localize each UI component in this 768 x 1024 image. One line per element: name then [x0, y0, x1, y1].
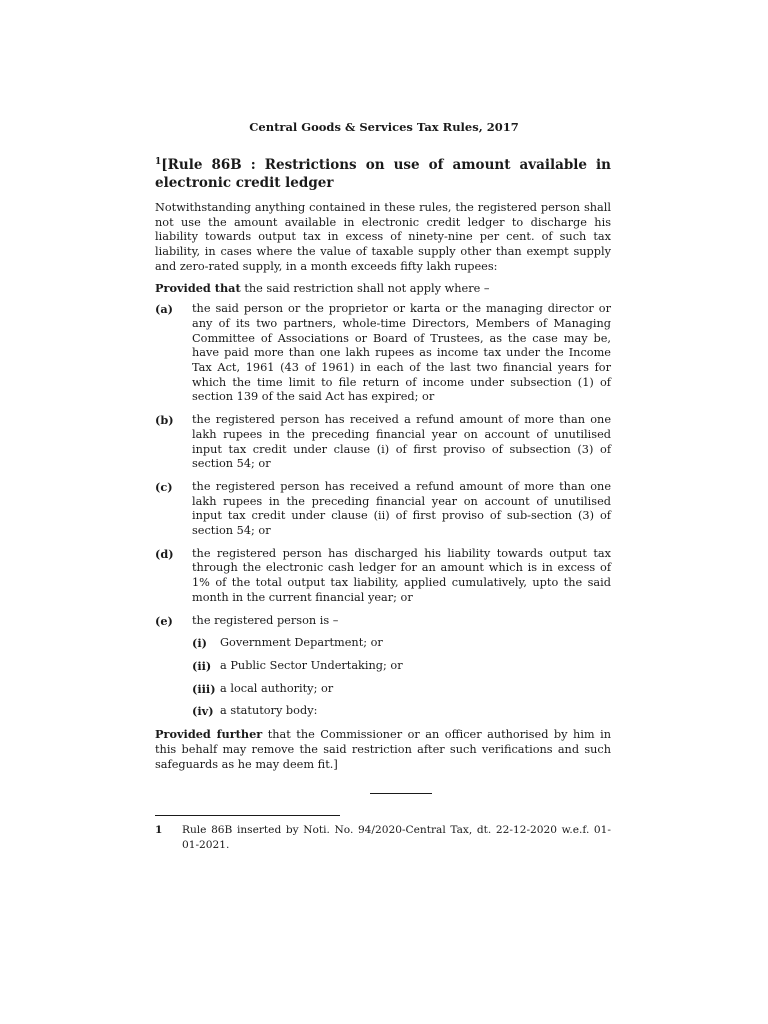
clause-label: (a) — [155, 302, 174, 317]
clause-text: the registered person has received a refund amount of more than one lakh rupees in the preceding financial year on account of unutilised input tax credit under clause (i) of first proviso of subsection (3) of section 54; or — [192, 413, 611, 471]
sub-clause-label: (ii) — [192, 658, 212, 673]
rule-intro: Notwithstanding anything contained in these rules, the registered person shall not use the amount available in electronic credit ledger to discharge his liability towards output tax in excess of ninety-nine per cent. of such tax liability, in cases where the value of taxable supply other than exempt supply and zero-rated supply, in a month exceeds fifty lakh rupees: — [155, 201, 611, 273]
sub-clause-label: (iv) — [192, 704, 214, 719]
sub-clause-ii — [192, 659, 611, 674]
footnote-divider — [155, 815, 340, 816]
footnote-text: Rule 86B inserted by Noti. No. 94/2020-Central Tax, dt. 22-12-2020 w.e.f. 01-01-2021. — [182, 824, 611, 851]
clause-text: the registered person has received a refund amount of more than one lakh rupees in the preceding financial year on account of unutilised input tax credit under clause (ii) of first proviso of sub-section (3) of section 54; or — [192, 479, 611, 538]
sub-clause-text: a local authority; or — [220, 681, 334, 695]
clause-text: the said person or the proprietor or karta or the managing director or any of its two partners, whole-time Directors, Members of Managing Committee of Associations or Board of Trustees, as the case may be, have paid more than one lakh rupees as income tax under the Income Tax Act, 1961 (43 of 1961) in each of the last two financial years for which the time limit to file return of income under subsection (1) of section 139 of the said Act has expired; or — [192, 302, 611, 404]
section-end-divider — [370, 793, 432, 794]
sub-clause-iii — [192, 682, 611, 697]
clause-label: (b) — [155, 413, 174, 428]
footnote-number: 1 — [155, 824, 163, 836]
sub-clause-label: (iii) — [192, 681, 216, 696]
clause-label: (c) — [155, 479, 173, 494]
rule-heading-text: [Rule 86B : Restrictions on use of amount available in electronic credit ledger — [155, 157, 611, 191]
proviso-text: the said restriction shall not apply where – — [240, 281, 490, 295]
proviso-bold: Provided that — [155, 280, 241, 295]
clause-c — [155, 480, 611, 539]
rule-heading — [155, 153, 611, 192]
clause-d — [155, 547, 611, 606]
clause-text: the registered person has discharged his liability towards output tax through the electronic cash ledger for an amount which is in excess of 1% of the total output tax liability, applied cumulatively, upto the said month in the current financial year; or — [192, 546, 611, 604]
footnote-marker: 1 — [155, 157, 162, 167]
rule-content — [155, 153, 611, 778]
sub-clause-text: Government Department; or — [220, 636, 383, 650]
further-proviso — [155, 727, 611, 772]
clause-b — [155, 413, 611, 472]
footnote — [155, 823, 611, 853]
proviso — [155, 281, 611, 297]
clause-a — [155, 302, 611, 405]
clause-label: (d) — [155, 546, 174, 561]
sub-clause-text: a statutory body: — [220, 704, 318, 718]
clause-text: the registered person is – — [192, 613, 339, 627]
clause-label: (e) — [155, 613, 173, 628]
sub-clause-iv — [192, 704, 611, 719]
sub-clause-text: a Public Sector Undertaking; or — [220, 658, 403, 672]
further-proviso-text: that the Commissioner or an officer authorised by him in this behalf may remove the said restriction after such verifications and such safeguards as he may deem fit.] — [155, 728, 611, 771]
clause-e — [155, 614, 611, 629]
sub-clause-i — [192, 636, 611, 651]
further-proviso-bold: Provided further — [155, 727, 263, 742]
sub-clause-label: (i) — [192, 636, 207, 651]
page-header-title: Central Goods & Services Tax Rules, 2017 — [249, 120, 519, 134]
sub-clause-list — [192, 636, 611, 719]
